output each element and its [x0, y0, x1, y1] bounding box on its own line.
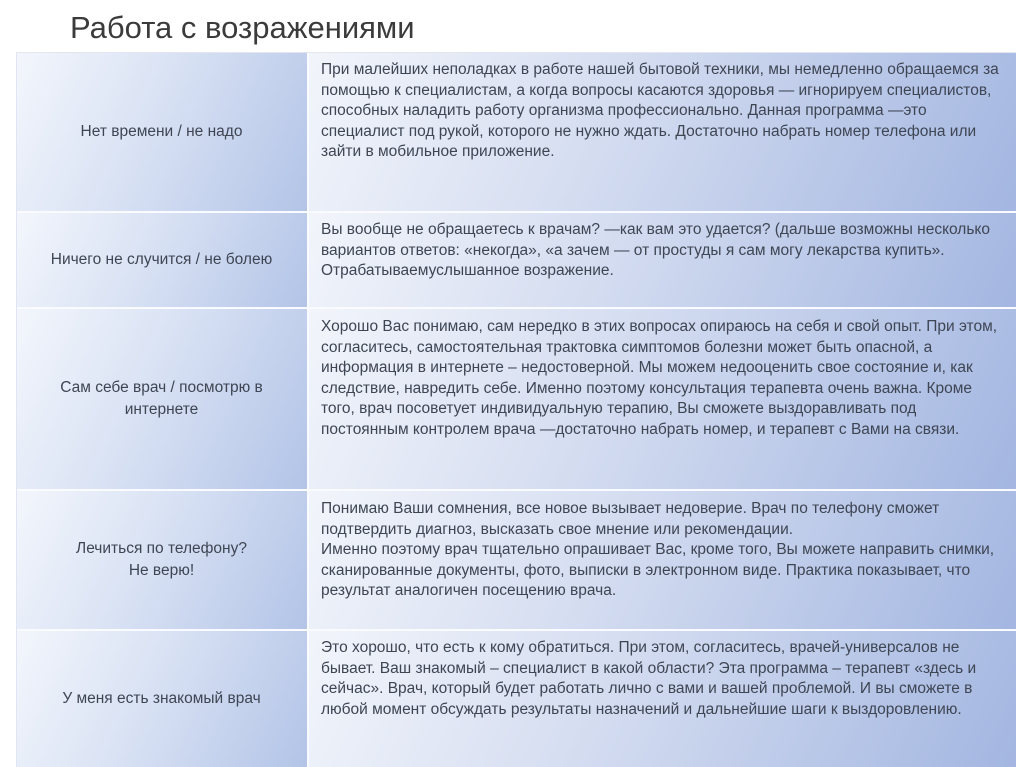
answer-cell — [309, 53, 1016, 211]
objection-text — [76, 538, 247, 582]
objections-table — [16, 53, 1016, 767]
table-row — [16, 213, 1016, 307]
answer-cell — [309, 309, 1016, 489]
objection-cell — [16, 309, 307, 489]
answer-text — [321, 496, 1006, 602]
objection-cell — [16, 631, 307, 767]
objection-text: Ничего не случится / не болею — [50, 251, 273, 268]
objection-line: Не верю! — [128, 562, 195, 579]
answer-text: Это хорошо, что есть к кому обратиться. При этом, согласитесь, врачей-универсалов не бывает. Ваш знакомый – специалист в какой области? Эта программа – терапевт «здесь и сейчас». Врач, который будет работать лично с вами и вашей проблемой. И вы сможете в любой момент обсуждать результаты назначений и дальнейшие шаги к выздоровлению. — [321, 639, 977, 718]
objection-cell — [16, 213, 307, 307]
answer-paragraph: Понимаю Ваши сомнения, все новое вызывает недоверие. Врач по телефону сможет подтвердить диагноз, высказать свое мнение или рекомендации. — [321, 500, 940, 538]
table-row — [16, 309, 1016, 489]
objection-text: Нет времени / не надо — [80, 123, 243, 140]
objection-cell — [16, 491, 307, 629]
table-left-edge — [16, 53, 17, 767]
table-row — [16, 631, 1016, 767]
table-row — [16, 53, 1016, 211]
objection-cell — [16, 53, 307, 211]
answer-paragraph: Именно поэтому врач тщательно опрашивает Вас, кроме того, Вы можете направить снимки, сканированные документы, фото, выписки в электронном виде. Практика показывает, что результат аналогичен посещению врача. — [321, 541, 995, 600]
slide-title: Работа с возражениями — [70, 10, 415, 45]
objection-line: Лечиться по телефону? — [76, 540, 247, 557]
table-row — [16, 491, 1016, 629]
answer-cell — [309, 631, 1016, 767]
answer-text: Хорошо Вас понимаю, сам нередко в этих вопросах опираюсь на себя и свой опыт. При этом, согласитесь, самостоятельная трактовка симптомов болезни может быть опасной, а информация в интернете – недостоверной. Мы можем недооценить свое состояние и, как следствие, навредить себе. Именно поэтому консультация терапевта очень важна. Кроме того, врач посоветует индивидуальную терапию, Вы сможете выздоравливать под постоянным контролем врача —достаточно набрать номер, и терапевт с Вами на связи. — [321, 318, 998, 438]
objection-text: У меня есть знакомый врач — [62, 690, 261, 707]
answer-cell — [309, 213, 1016, 307]
objection-text: Сам себе врач / посмотрю в интернете — [60, 379, 263, 418]
answer-text: Вы вообще не обращаетесь к врачам? —как вам это удается? (дальше возможны несколько вариантов ответов: «некогда», «а зачем — от простуды я сам могу лекарства купить». Отрабатываемуслышанное возражение. — [321, 221, 991, 280]
answer-cell — [309, 491, 1016, 629]
answer-text: При малейших неполадках в работе нашей бытовой техники, мы немедленно обращаемся за помощью к специалистам, а когда вопросы касаются здоровья — игнорируем специалистов, способных наладить работу организма профессионально. Данная программа —это специалист под рукой, которого не нужно ждать. Достаточно набрать номер телефона или зайти в мобильное приложение. — [321, 61, 999, 161]
